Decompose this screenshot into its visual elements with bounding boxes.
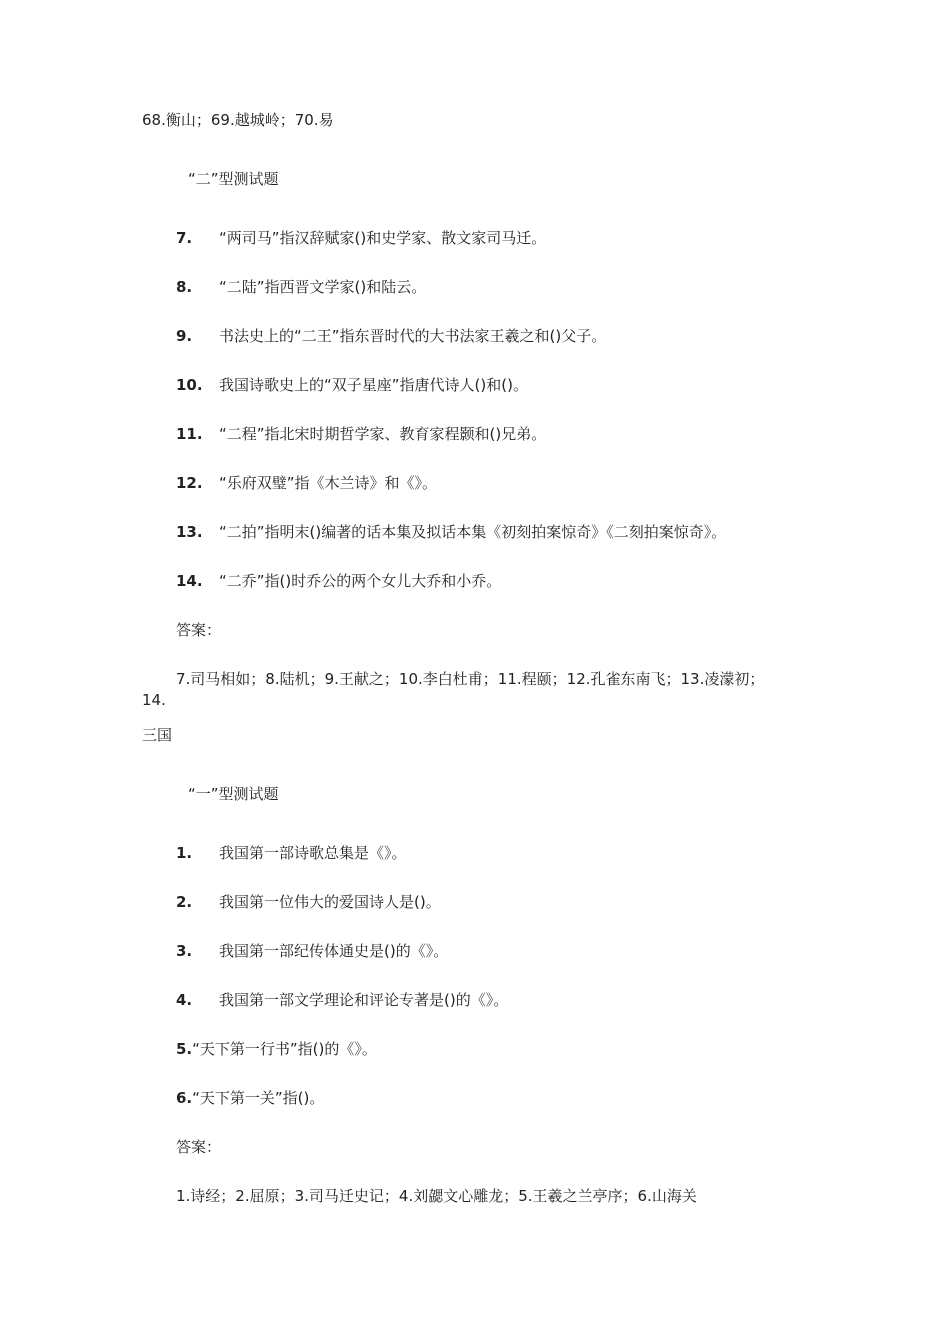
question-number: 13. — [176, 523, 203, 541]
previous-answers-tail: 68.衡山；69.越城岭；70.易 — [142, 111, 334, 129]
section-heading-two: “二”型测试题 — [188, 170, 279, 188]
question-text: “二乔”指()时乔公的两个女儿大乔和小乔。 — [219, 572, 502, 590]
answer-text: 14. — [142, 691, 166, 709]
question-text: “二程”指北宋时期哲学家、教育家程颢和()兄弟。 — [219, 425, 547, 443]
question-number: 11. — [176, 425, 203, 443]
question-number: 2. — [176, 893, 193, 911]
question-text: 我国第一部诗歌总集是《》。 — [219, 844, 407, 862]
question-number: 8. — [176, 278, 193, 296]
question-number: 3. — [176, 942, 193, 960]
question-text: 我国第一部纪传体通史是()的《》。 — [219, 942, 449, 960]
answer-label: 答案： — [176, 1138, 222, 1156]
question-number: 7. — [176, 229, 193, 247]
question-text: “天下第一行书”指()的《》。 — [192, 1040, 377, 1058]
question-text: “二拍”指明末()编著的话本集及拟话本集《初刻拍案惊奇》《二刻拍案惊奇》。 — [219, 523, 727, 541]
question-number: 12. — [176, 474, 203, 492]
answer-label: 答案： — [176, 621, 222, 639]
answer-text: 三国 — [142, 726, 173, 744]
question-number: 9. — [176, 327, 193, 345]
question-text: 我国诗歌史上的“双子星座”指唐代诗人()和()。 — [219, 376, 528, 394]
question-text: 我国第一部文学理论和评论专著是()的《》。 — [219, 991, 509, 1009]
question-text: 书法史上的“二王”指东晋时代的大书法家王羲之和()父子。 — [219, 327, 607, 345]
question-text: “两司马”指汉辞赋家()和史学家、散文家司马迁。 — [219, 229, 547, 247]
answer-text: 1.诗经；2.屈原；3.司马迁史记；4.刘勰文心雕龙；5.王羲之兰亭序；6.山海关 — [176, 1187, 697, 1205]
question-number: 1. — [176, 844, 193, 862]
question-text: “乐府双璧”指《木兰诗》和《》。 — [219, 474, 438, 492]
question-row — [176, 1039, 377, 1059]
question-text: 我国第一位伟大的爱国诗人是()。 — [219, 893, 441, 911]
question-number: 14. — [176, 572, 203, 590]
answer-text: 7.司马相如；8.陆机；9.王献之；10.李白杜甫；11.程颐；12.孔雀东南飞；13.凌濛初； — [176, 670, 765, 688]
question-number: 6. — [176, 1089, 193, 1107]
question-text: “天下第一关”指()。 — [192, 1089, 325, 1107]
question-number: 4. — [176, 991, 193, 1009]
question-number: 5. — [176, 1040, 193, 1058]
question-number: 10. — [176, 376, 203, 394]
section-heading-one: “一”型测试题 — [188, 785, 279, 803]
question-row — [176, 1088, 324, 1108]
question-text: “二陆”指西晋文学家()和陆云。 — [219, 278, 427, 296]
